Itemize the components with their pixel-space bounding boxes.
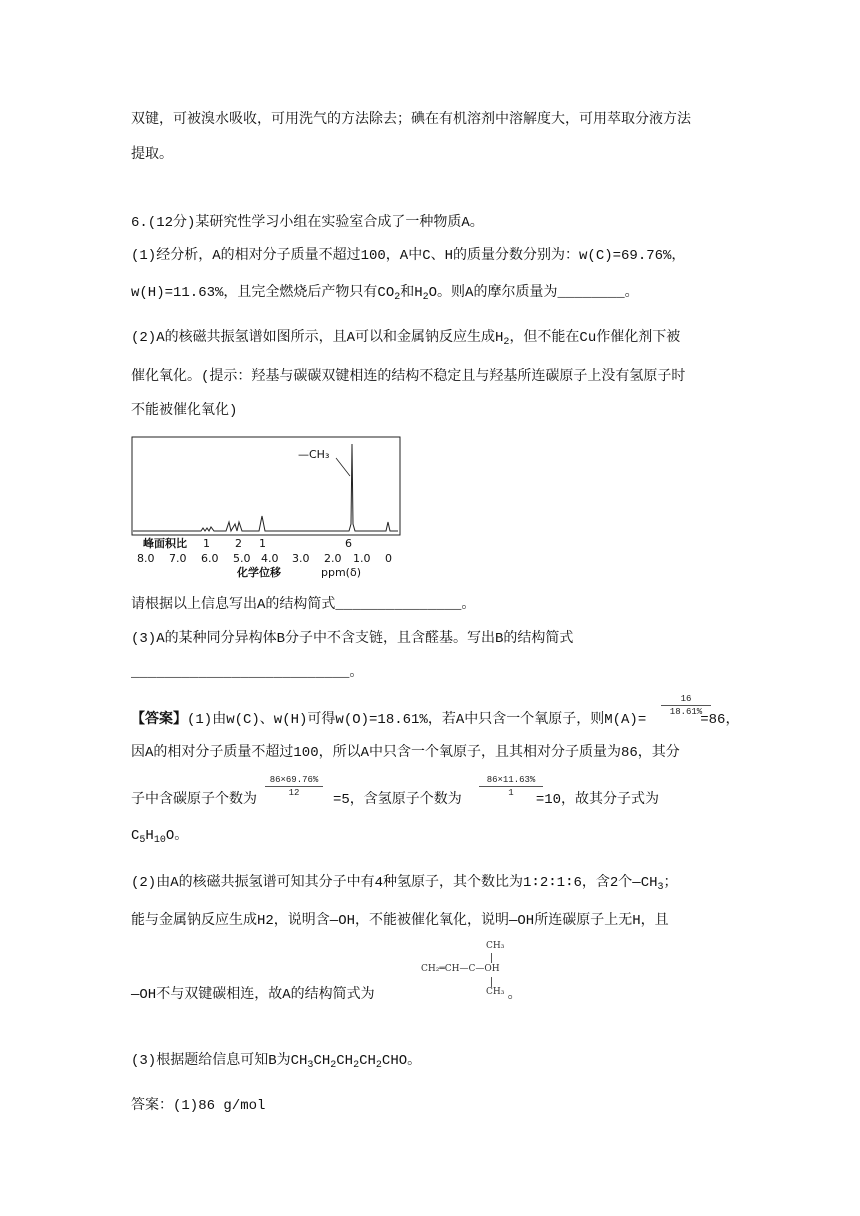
- tick-label: 1.0: [353, 552, 371, 565]
- text-line: 【答案】(1)由w(C)、w(H)可得w(O)=18.61%，若A中只含一个氧原子，则M(A)= =86，: [131, 712, 740, 728]
- tick-label: 3.0: [292, 552, 310, 565]
- question-title: 6.(12分)某研究性学习小组在实验室合成了一种物质A。: [131, 215, 484, 231]
- fraction: $\frac{16}{18.61\%}$: [661, 694, 711, 717]
- tick-label: 4.0: [261, 552, 279, 565]
- structure-main-chain: CH₂═CH—C—OH: [421, 964, 500, 974]
- text-line: (3)根据题给信息可知B为$CH_3CH_2CH_2CH_2CHO$。: [131, 1053, 422, 1071]
- tick-label: 7.0: [169, 552, 187, 565]
- structure-bottom-ch3: CH₃: [486, 987, 505, 997]
- fraction: $\frac{86\times 69.76\%}{12}$: [265, 775, 323, 798]
- text-line: 子中含碳原子个数为 =5，含氢原子个数为 =10，故其分子式为: [131, 792, 660, 808]
- final-answer: 答案：(1)86 g/mol: [131, 1098, 266, 1114]
- tick-label: 6.0: [201, 552, 219, 565]
- text-line: 催化氧化。(提示：羟基与碳碳双键相连的结构不稳定且与羟基所连碳原子上没有氢原子时: [131, 369, 686, 385]
- text-line: (3)A的某种同分异构体B分子中不含支链，且含醛基。写出B的结构简式: [131, 631, 574, 647]
- text-line: 请根据以上信息写出A的结构简式_______________。: [131, 597, 476, 613]
- tick-label: 8.0: [137, 552, 155, 565]
- nmr-spectrum-figure: [131, 436, 403, 586]
- integral-value: 6: [345, 537, 352, 550]
- answer-blank: __________________________。: [131, 665, 364, 681]
- text-line: 双键，可被溴水吸收，可用洗气的方法除去；碘在有机溶剂中溶解度大，可用萃取分液方法: [131, 112, 691, 128]
- text-line: (1)经分析，A的相对分子质量不超过100，A中C、H的质量分数分别为：w(C)=69.76%，: [131, 248, 686, 264]
- text-line: 不能被催化氧化): [131, 403, 238, 419]
- nmr-spectrum-line: [133, 444, 398, 531]
- x-axis-unit: ppm(δ): [321, 566, 361, 579]
- structure-top-ch3: CH₃: [486, 941, 505, 951]
- tick-label: 0: [385, 552, 392, 565]
- integral-value: 1: [203, 537, 210, 550]
- ch3-pointer: [336, 458, 350, 476]
- answer-label: 【答案】: [131, 712, 187, 728]
- text-line: (2)由A的核磁共振氢谱可知其分子中有4种氢原子，其个数比为1∶2∶1∶6，含2个$—CH_3$；: [131, 875, 678, 893]
- text-line: (2)A的核磁共振氢谱如图所示，且A可以和金属钠反应生成$H_2$，但不能在Cu作催化剂下被: [131, 330, 681, 348]
- x-axis-label: 化学位移: [237, 566, 281, 579]
- integral-value: 1: [259, 537, 266, 550]
- text-line: 因A的相对分子质量不超过100，所以A中只含一个氧原子，且其相对分子质量为86，其分: [131, 745, 680, 761]
- integral-value: 2: [235, 537, 242, 550]
- text-line: w(H)=11.63%，且完全燃烧后产物只有$CO_2$和$H_2O$。则A的摩尔质量为________。: [131, 285, 639, 303]
- tick-label: 5.0: [233, 552, 251, 565]
- ch3-label: —CH₃: [298, 448, 330, 461]
- text-line: —OH不与双键碳相连，故A的结构简式为 。: [131, 987, 522, 1003]
- text-line: 能与金属钠反应生成H2，说明含—OH，不能被催化氧化，说明—OH所连碳原子上无H，且: [131, 913, 669, 929]
- nmr-frame: [132, 437, 400, 535]
- tick-label: 2.0: [324, 552, 342, 565]
- text-line: 提取。: [131, 147, 173, 163]
- molecular-formula: $C_5H_{10}O$。: [131, 828, 189, 846]
- integral-label: 峰面积比: [143, 537, 187, 550]
- fraction: $\frac{86\times 11.63\%}{1}$: [479, 775, 543, 798]
